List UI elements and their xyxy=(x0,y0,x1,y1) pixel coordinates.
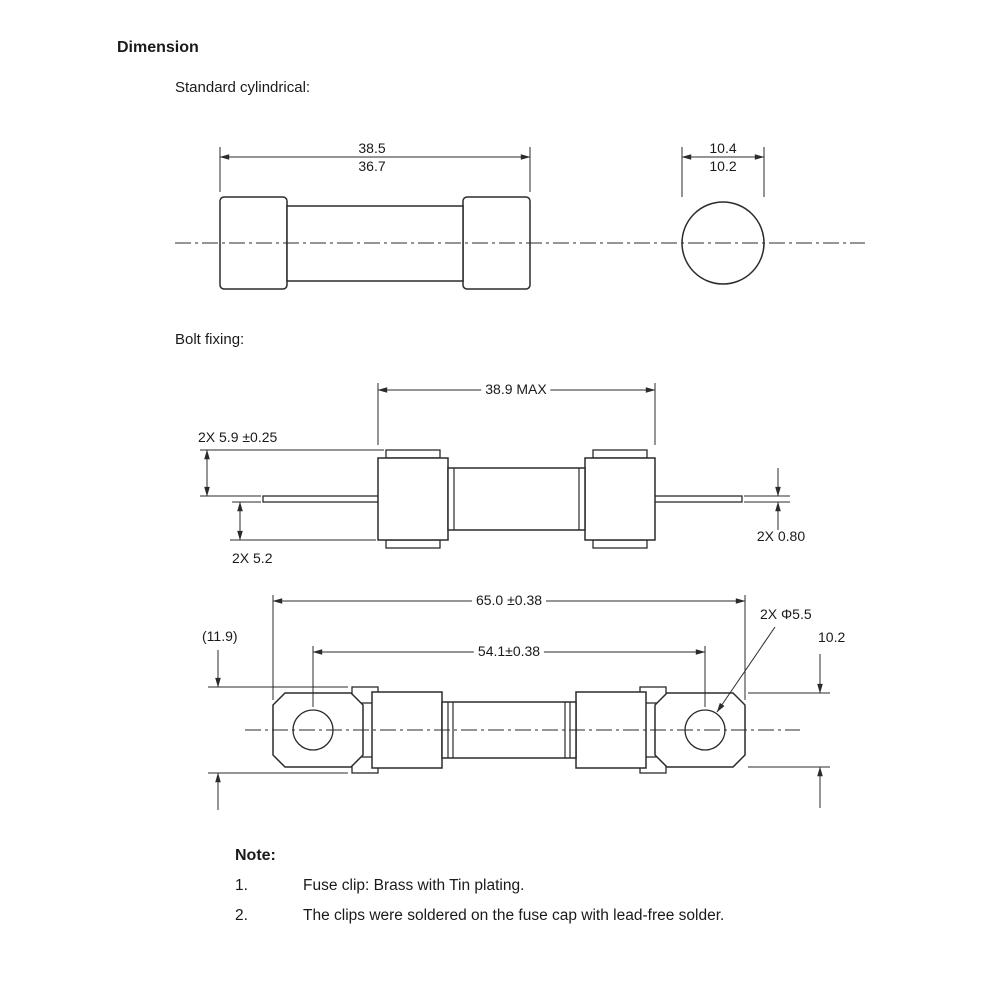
dim-label-overall-length: 65.0 ±0.38 xyxy=(472,593,546,608)
leader-line-hole-diameter xyxy=(717,627,775,712)
clip-strip xyxy=(593,540,647,548)
dim-label-lead-offset-bottom: 2X 5.2 xyxy=(232,550,273,566)
dim-label-clip-width-ref: (11.9) xyxy=(202,628,238,644)
note-item-number: 1. xyxy=(235,877,248,894)
dim-label-hole-diameter: 2X Φ5.5 xyxy=(760,606,812,622)
note-item-text: The clips were soldered on the fuse cap with lead-free solder. xyxy=(303,907,725,924)
dim-label-cyl-length-upper: 38.5 xyxy=(358,140,386,156)
dim-label-hole-pitch: 54.1±0.38 xyxy=(474,644,544,659)
dim-label-tab-width: 10.2 xyxy=(818,629,846,645)
note-item-number: 2. xyxy=(235,907,248,924)
dim-label-lead-thickness: 2X 0.80 xyxy=(756,528,806,544)
page-title: Dimension xyxy=(117,39,199,56)
fuse-cap-right xyxy=(585,458,655,540)
fuse-cap-left xyxy=(378,458,448,540)
lead-blade-right xyxy=(651,496,742,502)
bolt-fixing-top-view-drawing xyxy=(208,595,830,810)
bolt-fixing-side-view-drawing xyxy=(200,383,790,548)
dim-label-cyl-diameter-upper: 10.4 xyxy=(709,140,737,156)
clip-strip xyxy=(386,540,440,548)
clip-strip xyxy=(593,450,647,458)
note-item-text: Fuse clip: Brass with Tin plating. xyxy=(303,877,525,894)
dim-label-lead-offset-top: 2X 5.9 ±0.25 xyxy=(198,429,278,445)
fuse-body xyxy=(448,468,585,530)
section-label-bolt-fixing: Bolt fixing: xyxy=(175,331,245,348)
note-heading: Note: xyxy=(235,847,276,864)
dim-label-cyl-length-lower: 36.7 xyxy=(358,158,386,174)
section-label-cylindrical: Standard cylindrical: xyxy=(175,79,311,96)
clip-strip xyxy=(386,450,440,458)
dim-label-bolt-side-length: 38.9 MAX xyxy=(481,382,550,397)
dim-label-cyl-diameter-lower: 10.2 xyxy=(709,158,737,174)
lead-blade-left xyxy=(263,496,382,502)
